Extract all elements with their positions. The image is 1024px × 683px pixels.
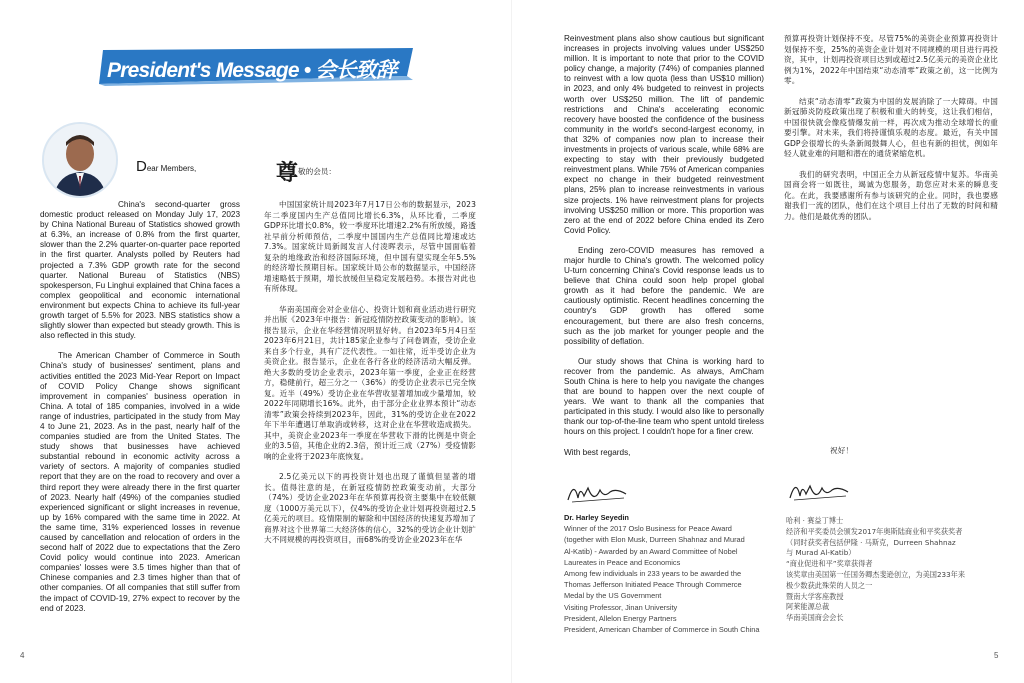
paragraph: 2.5亿美元以下的再投资计划也出现了谨慎但显著的增长。值得注意的是，在新冠疫情防控政策变动前，大部分（74%）受访企业2023年在华预算再投资主要集中在较低额度（1000万美元以下），仅4%的受访企业计划再投资超过2.5亿美元的项目。疫情限制的解除和中国经济的快速复苏增加了商界对这个世界第二大经济体的信心，32%的受访企业计划扩大不同规模的再投资项目，而68%的受访企业2023年在华 [264, 472, 476, 544]
signer-cn-line: 该奖章由美国第一任国务卿杰斐逊创立，为美国233年来 [786, 569, 966, 579]
signer-cn-line: “商业促进和平”奖章获得者 [786, 559, 873, 569]
paragraph: 结束“动态清零”政策为中国的发展消除了一大障碍。中国新冠肺炎防疫政策出现了积极和重大的转变，这让我们相信，中国很快就会像疫情爆发前一样，再次成为推动全球增长的重要引擎。对未来，我们将持谨慎乐观的态度。最近，有关中国GDP会很增长的头条新闻鼓舞人心，但也有新的担忧，例如年轻人就业难的问题和潜在的通货紧缩危机。 [784, 96, 998, 158]
chinese-column-right [784, 34, 998, 232]
closing-text: With best regards, [564, 447, 631, 457]
signer-title-line: Laureates in Peace and Economics [564, 557, 681, 567]
signer-cn-line: （同时获奖者包括伊隆 · 马斯克，Durreen Shahnaz [786, 537, 956, 547]
paragraph: China's second-quarter gross domestic product released on Monday July 17, 2023 by China National Bureau of Statistics showed growth at 6.3%, an increase of 0.8% from the first quarter, slower than the 2.2% quarter-on-quarter pace reported in the first quarter. Analysts polled by Reuters had projected a 7.3% GDP growth rate for the second quarter. National Bureau of Statistics (NBS) spokesperson, Fu Linghui explained that China faces a complex geopolitical and economic international environment but expects China to achieve its full-year growth target of 5.5% for 2023. NBS statistics show a slightly slower than expected but steady growth. This is also reflected in this study. [40, 200, 240, 341]
salutation [136, 158, 196, 175]
signer-title-line: Medal by the US Government [564, 591, 662, 601]
paragraph: Our study shows that China is working hard to recover from the pandemic. As always, AmCham South China is here to help you navigate the changes that are bound to happen over the next couple of years. We want to thank all the companies that participated in this study. I would also like to personally thank our top-of-the-line team who spent untold tireless hours on this project. I couldn't hope for a finer crew. [564, 356, 764, 437]
signer-cn-line: 暨南大学客座教授 [786, 591, 844, 601]
president-portrait [42, 122, 118, 198]
signer-title-line: Among few individuals in 233 years to be awarded the [564, 569, 742, 579]
paragraph: 中国国家统计局2023年7月17日公布的数据显示，2023年二季度国内生产总值同比增长6.3%，从环比看，二季度GDP环比增长0.8%，较一季度环比增速2.2%有所放缓，路透社早前分析师预估，二季度中国国内生产总值同比增速或达7.3%。国家统计局新闻发言人付凌晖表示，尽管中国面临着复杂的地缘政治和经济国际环境，但中国有望实现全年5.5%的经济增长预期目标。国家统计局公布的数据显示，中国经济增速略低于预期，增长放缓但呈稳定发展趋势。本报告对此也有所体现。 [264, 200, 476, 293]
english-column-right [564, 34, 764, 468]
signer-title-line: Al-Katib) - Awarded by an Award Committee of Nobel [564, 546, 738, 556]
signer-title-line: Visiting Professor, Jinan University [564, 602, 678, 612]
signer-title-line: (together with Elon Musk, Durreen Shahnaz and Murad [564, 535, 745, 545]
signer-title-line: President, American Chamber of Commerce in South China [564, 625, 760, 635]
page-title: President's Message • 会长致辞 [107, 59, 397, 82]
president-message-banner [95, 46, 415, 86]
chinese-salutation-text: 敬的会员： [298, 167, 336, 176]
signature-image-en [564, 478, 634, 508]
paragraph: 华南美国商会对企业信心、投资计划和商业活动进行研究并出版《2023年中报告：新冠疫情防控政策变动的影响》。该报告显示，企业在华经营情况明显好转。自2023年5月4日至2023年6月21日，共计185家企业参与了问卷调查，受访企业来自多个行业，具有广泛代表性。一如往常，近半受访企业为美资企业。报告显示，企业在各行各业的经济活动大幅反弹。绝大多数的受访企业表示，2023年第一季度，企业正在经营方，稳健前行，超三分之一（36%）的受访企业表示已完全恢复。近半（49%）受访企业在华营收显著增加或少量增加，较2022年同期增长16%。此外，由于部分企业业界本预计“动态清零”政策会持续到2023年，因此，31%的受访企业在2022年下半年遭遇订单取消或转移，这对企业在华营收造成损失。其中，美资企业2023年一季度在华营收下滑的比例是中资企业的3.5倍，其他企业的2.3倍，预计近三成（27%）受疫情影响的企业将于2023年底恢复。 [264, 304, 476, 461]
salutation-text: ear Members, [146, 164, 197, 173]
signer-block-en [564, 512, 794, 635]
signer-title-line: Thomas Jefferson Initiated Peace Through Commerce [564, 580, 742, 590]
signature-image-cn [786, 476, 856, 506]
salutation-dropcap: D [136, 158, 147, 175]
english-column-left [40, 200, 240, 624]
paragraph: The American Chamber of Commerce in South China's study of businesses' sentiment, plans and activities entitled the 2023 Mid-Year Report on Impact of COVID Policy Change shows significant improvement in companies' business operation in China. A total of 185 companies, involved in a wide range of industries, participated in the study from May 4 to June 21, 2023. As in the past, nearly half of the companies studied are from the United States. The study shows that businesses have achieved substantial rebound in economic activity across a variety of sectors. A majority of companies studied report that they are on the road to recovery and over a third report they were already there in the first quarter of 2023. Nearly half (49%) of the companies studied experienced significant or slight increases in revenue, up by 16% compared with the same time in 2022. At the same time, 31% experienced losses in revenue caused by cancellation and relocation of orders in the second half of 2022 due to expectations that the Zero Covid policy would continue into 2023. American companies' losses were 3.5 times higher than that of Chinese companies and 2.3 times higher than that of other companies. Of all companies that still suffer from the impact of COVID-19, 27% expect to recover by the end of 2023. [40, 351, 240, 613]
chinese-column-left [264, 200, 476, 556]
chinese-dropcap: 尊 [276, 161, 299, 186]
paragraph: 我们的研究表明，中国正全力从新冠疫情中复苏。华南美国商会将一如既往，竭诚为您服务，助您应对未来的瞬息变化。在此，我要感谢所有参与该研究的企业。同时，我也要感谢我们一流的团队，他们在这个项目上付出了无数的时间和精力。他们是最优秀的团队。 [784, 169, 998, 221]
signer-name: Dr. Harley Seyedin [564, 513, 629, 522]
signer-title-line: President, Allelon Energy Partners [564, 613, 677, 623]
signer-cn-line: 与 Murad Al-Katib） [786, 548, 856, 558]
right-page [512, 0, 1024, 683]
signer-block-cn [786, 516, 1006, 624]
page-number-right: 5 [994, 651, 999, 660]
signer-cn-line: 哈利 · 赛益丁博士 [786, 516, 844, 525]
paragraph: Ending zero-COVID measures has removed a major hurdle to China's growth. The welcomed policy U-turn concerning China's Covid response leads us to believe that China could soon help propel global growth as it had before the pandemic. We are cautiously optimistic. Recent headlines concerning the country's GDP growth has offered some encouragement, but there are also fresh concerns, such as the job market for younger people and the possibility of deflation. [564, 245, 764, 346]
signer-cn-line: 阿莱能源总裁 [786, 602, 830, 612]
signer-cn-line: 极少数获此殊荣的人员之一 [786, 580, 873, 590]
signer-title-line: Winner of the 2017 Oslo Business for Peace Award [564, 524, 732, 534]
signer-cn-line: 经济和平奖委员会颁发2017年奥斯陆商业和平奖获奖者 [786, 526, 963, 536]
signer-cn-line: 华南美国商会会长 [786, 613, 844, 623]
chinese-closing: 祝好！ [830, 446, 854, 455]
paragraph: Reinvestment plans also show cautious but significant increases in projects involving values under US$250 million. It is important to note that prior to the COVID policy change, a majority (74%) of companies planned to reinvest with a low quota (less than US$10 million) in 2023, and only 4% budgeted to reinvest in projects worth over US$250 million. The lift of pandemic restrictions and China's accelerating economic recovery have boosted the confidence of the business community in the world's second-largest economy, in that 32% of companies now plan to increase their investments in projects of various scale, while 68% are expecting to stay with their previously budgeted reinvestment plans. While 75% of American companies expect no change in their budgeted reinvestment plans, 25% plan to increase reinvestments in various size projects. 1% have reinvestment plans for projects involving US$250 million or more. This proportion was zero at the end of 2022 before China ended its Zero Covid Policy. [564, 34, 764, 235]
chinese-salutation [276, 156, 336, 187]
page-number-left: 4 [20, 651, 25, 660]
paragraph: 预算再投资计划保持不变。尽管75%的美资企业预算再投资计划保持不变，25%的美资企业计划对不同规模的项目进行再投资，其中，计划再投资项目达到或超过2.5亿美元的美资企业比例为1%，2022年中国结束“动态清零”政策之前，这一比例为零。 [784, 34, 998, 85]
